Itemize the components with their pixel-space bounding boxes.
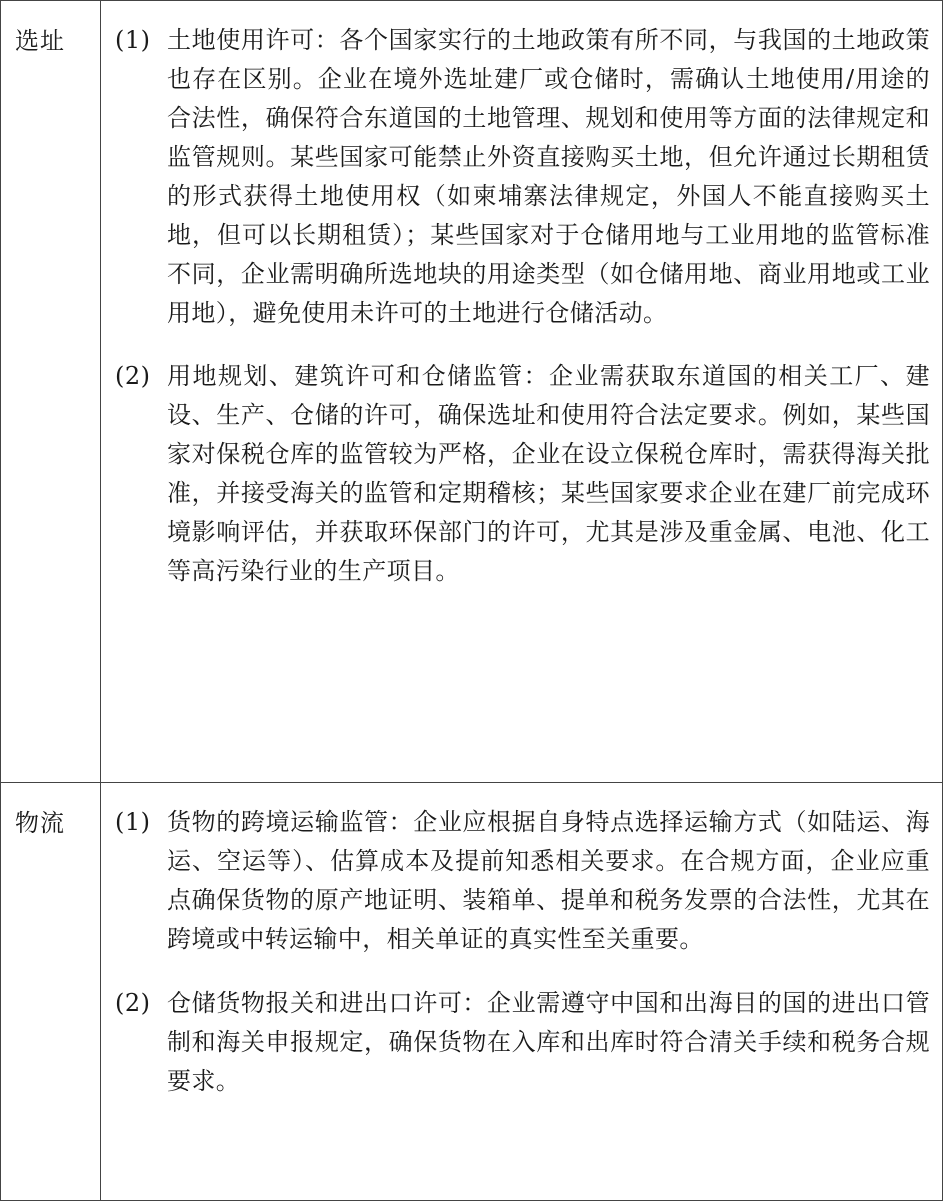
clause-number: (1) xyxy=(115,26,151,54)
clause-item xyxy=(101,21,942,333)
clause-text: 用地规划、建筑许可和仓储监管：企业需获取东道国的相关工厂、建设、生产、仓储的许可，确保选址和使用符合法定要求。例如，某些国家对保税仓库的监管较为严格，企业在设立保税仓库时，需获得海关批准，并接受海关的监管和定期稽核；某些国家要求企业在建厂前完成环境影响评估，并获取环保部门的许可，尤其是涉及重金属、电池、化工等高污染行业的生产项目。 xyxy=(167,362,930,585)
category-cell xyxy=(1,783,101,1201)
content-cell xyxy=(101,783,943,1201)
table-row-logistics xyxy=(1,783,943,1201)
clause-item xyxy=(101,803,942,959)
clause-item xyxy=(101,984,942,1101)
table-row-site-selection xyxy=(1,1,943,783)
clause-number: (2) xyxy=(115,362,151,390)
category-label-logistics: 物流 xyxy=(15,809,65,837)
clause-text: 土地使用许可：各个国家实行的土地政策有所不同，与我国的土地政策也存在区别。企业在境外选址建厂或仓储时，需确认土地使用/用途的合法性，确保符合东道国的土地管理、规划和使用等方面的法律规定和监管规则。某些国家可能禁止外资直接购买土地，但允许通过长期租赁的形式获得土地使用权（如柬埔寨法律规定，外国人不能直接购买土地，但可以长期租赁）；某些国家对于仓储用地与工业用地的监管标准不同，企业需明确所选地块的用途类型（如仓储用地、商业用地或工业用地），避免使用未许可的土地进行仓储活动。 xyxy=(167,26,930,327)
category-label-site-selection: 选址 xyxy=(15,27,65,55)
clause-item xyxy=(101,357,942,591)
clause-text: 货物的跨境运输监管：企业应根据自身特点选择运输方式（如陆运、海运、空运等）、估算成本及提前知悉相关要求。在合规方面，企业应重点确保货物的原产地证明、装箱单、提单和税务发票的合法性，尤其在跨境或中转运输中，相关单证的真实性至关重要。 xyxy=(167,808,930,953)
content-cell xyxy=(101,1,943,783)
category-cell xyxy=(1,1,101,783)
clause-number: (1) xyxy=(115,808,151,836)
clause-number: (2) xyxy=(115,989,151,1017)
clause-text: 仓储货物报关和进出口许可：企业需遵守中国和出海目的国的进出口管制和海关申报规定，确保货物在入库和出库时符合清关手续和税务合规要求。 xyxy=(167,989,930,1095)
